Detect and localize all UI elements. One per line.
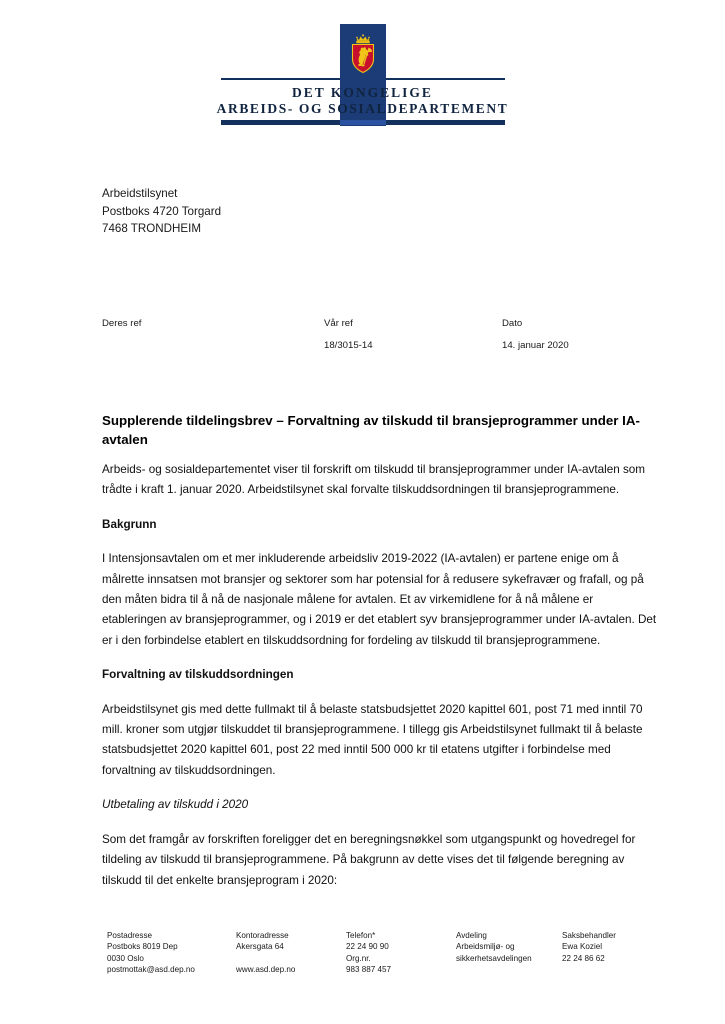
value-dato: 14. januar 2020 bbox=[502, 340, 569, 351]
reference-labels-row bbox=[102, 318, 662, 333]
reference-block bbox=[102, 318, 662, 355]
footer-c3-l3: Org.nr. bbox=[346, 953, 371, 963]
coat-of-arms-icon bbox=[340, 24, 386, 84]
label-dato: Dato bbox=[502, 318, 523, 329]
footer-c2-l4[interactable]: www.asd.dep.no bbox=[236, 964, 296, 974]
footer-column-kontoradresse bbox=[236, 930, 346, 975]
subsection-body-utbetaling: Som det framgår av forskriften foreligger det en beregningsnøkkel som utgangspunkt og hovedregel for tildeling av tilskudd til bransjeprogrammene. På bakgrunn av dette vises det til følgende beregning av tilskudd til det enkelte bransjeprogram i 2020: bbox=[102, 832, 636, 887]
footer-c2-l1: Kontoradresse bbox=[236, 931, 289, 940]
footer-c1-l2: Postboks 8019 Dep bbox=[107, 942, 178, 952]
footer-c3-l1: Telefon* bbox=[346, 931, 376, 940]
section-heading-bakgrunn: Bakgrunn bbox=[102, 517, 157, 531]
footer-c5-l3: 22 24 86 62 bbox=[562, 953, 605, 963]
logo-rule-bottom bbox=[221, 120, 505, 125]
footer-c4-l3: sikkerhetsavdelingen bbox=[456, 953, 532, 963]
logo-wordmark bbox=[217, 85, 509, 117]
document-title: Supplerende tildelingsbrev – Forvaltning av tilskudd til bransjeprogrammer under IA-avtalen bbox=[102, 413, 640, 447]
footer-c4-l1: Avdeling bbox=[456, 931, 487, 940]
footer-c5-l1: Saksbehandler bbox=[562, 931, 616, 940]
page-footer bbox=[107, 930, 667, 975]
value-var-ref: 18/3015-14 bbox=[324, 340, 373, 351]
department-logo bbox=[0, 24, 725, 125]
section-body-bakgrunn: I Intensjonsavtalen om et mer inkluderende arbeidsliv 2019-2022 (IA-avtalen) er partene enige om å målrette innsatsen mot bransjer og sektorer som har potensial for å redusere sykefravær og frafall, og på den måten bidra til å nå de nasjonale målene for avtalen. Et av virkemidlene for å nå målene er etableringen av bransjeprogrammer, og i 2019 er det etablert syv bransjeprogrammer under IA-avtalen. Det er i den forbindelse etablert en tilskuddsordning for fordeling av tilskudd til bransjeprogrammene. bbox=[102, 552, 657, 647]
recipient-address-block bbox=[102, 185, 221, 238]
section-heading-forvaltning: Forvaltning av tilskuddsordningen bbox=[102, 668, 294, 682]
footer-c3-l2: 22 24 90 90 bbox=[346, 942, 389, 952]
reference-values-row bbox=[102, 340, 662, 355]
footer-c5-l2: Ewa Koziel bbox=[562, 942, 603, 952]
footer-c2-spacer bbox=[236, 953, 346, 964]
logo-line-1: DET KONGELIGE bbox=[292, 85, 433, 100]
document-body bbox=[102, 460, 658, 891]
label-deres-ref: Deres ref bbox=[102, 318, 142, 329]
recipient-city: 7468 TRONDHEIM bbox=[102, 222, 202, 236]
footer-c1-l4[interactable]: postmottak@asd.dep.no bbox=[107, 964, 195, 974]
footer-c1-l1: Postadresse bbox=[107, 931, 152, 940]
recipient-name: Arbeidstilsynet bbox=[102, 187, 178, 200]
subsection-heading-utbetaling: Utbetaling av tilskudd i 2020 bbox=[102, 798, 249, 812]
footer-c2-l2: Akersgata 64 bbox=[236, 942, 284, 952]
footer-c1-l3: 0030 Oslo bbox=[107, 953, 144, 963]
footer-column-telefon bbox=[346, 930, 456, 975]
section-body-forvaltning: Arbeidstilsynet gis med dette fullmakt til å belaste statsbudsjettet 2020 kapittel 601, post 71 med inntil 70 mill. kroner som utgjør tilskuddet til bransjeprogrammene. I tillegg gis Arbeidstilsynet fullmakt til å belaste statsbudsjettet 2020 kapittel 601, post 22 med inntil 500 000 kr til etatens utgifter i forbindelse med forvaltning av tilskuddsordningen. bbox=[102, 702, 643, 777]
footer-column-saksbehandler bbox=[562, 930, 667, 975]
logo-line-2: ARBEIDS- OG SOSIALDEPARTEMENT bbox=[216, 100, 509, 116]
label-var-ref: Vår ref bbox=[324, 318, 353, 329]
footer-c3-l4: 983 887 457 bbox=[346, 964, 392, 974]
intro-paragraph: Arbeids- og sosialdepartementet viser til forskrift om tilskudd til bransjeprogrammer under IA-avtalen som trådte i kraft 1. januar 2020. Arbeidstilsynet skal forvalte tilskuddsordningen til bransjeprogrammene. bbox=[102, 463, 646, 497]
footer-column-avdeling bbox=[456, 930, 562, 975]
recipient-address: Postboks 4720 Torgard bbox=[102, 204, 222, 218]
footer-c4-l2: Arbeidsmiljø- og bbox=[456, 942, 515, 952]
footer-column-postadresse bbox=[107, 930, 236, 975]
